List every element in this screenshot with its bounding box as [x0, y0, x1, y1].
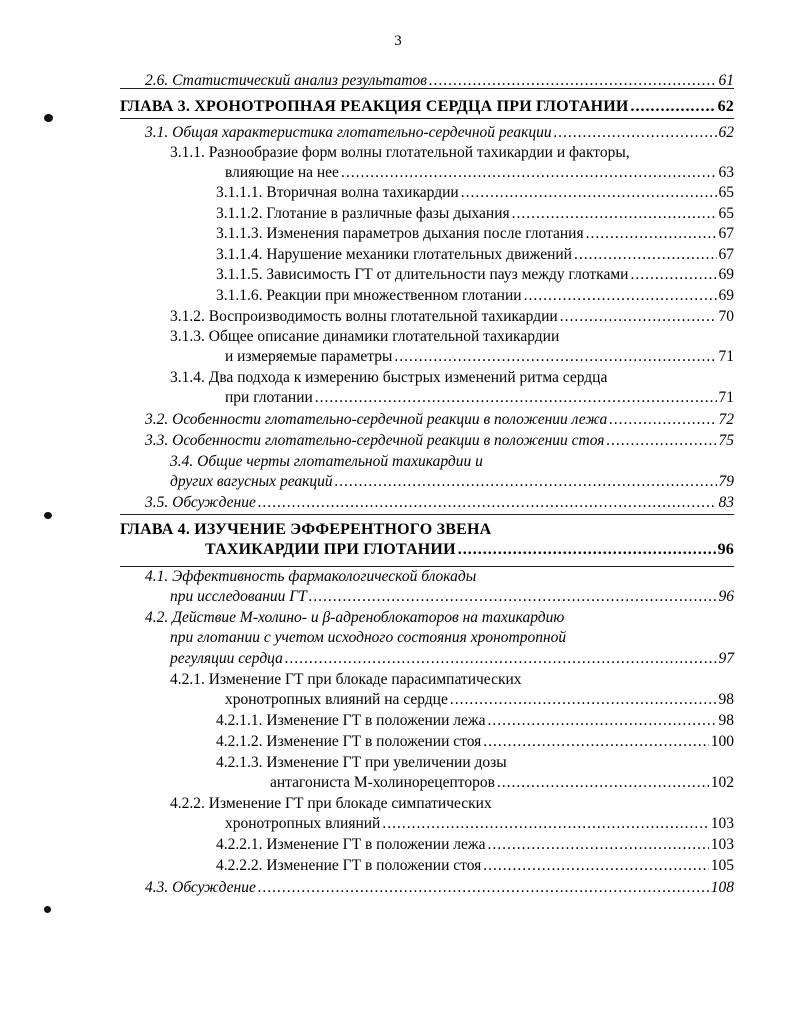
dot-leader	[483, 856, 708, 876]
toc-entry-title: и измеряемые параметры	[225, 348, 393, 365]
toc-entry-title: других вагусных реакций	[170, 473, 333, 490]
toc-entry-4-3	[145, 878, 734, 898]
toc-entry-page: 67	[718, 246, 734, 263]
toc-entry-title: 4.2.1.1. Изменение ГТ в положении лежа	[216, 712, 486, 729]
dot-leader	[574, 245, 717, 265]
toc-entry-title: 3.4. Общие черты глотательной тахикардии и	[170, 453, 483, 470]
toc-entry-page: 62	[717, 98, 734, 115]
dot-leader	[631, 97, 716, 117]
dot-leader	[586, 224, 717, 244]
toc-entry-title: при глотании с учетом исходного состояния хронотропной	[170, 629, 567, 646]
dot-leader	[335, 472, 717, 492]
toc-entry-page: 69	[718, 287, 734, 304]
dot-leader	[450, 690, 717, 710]
dot-leader	[315, 388, 717, 408]
dot-leader	[630, 265, 716, 285]
toc-entry-3-1-1-1	[216, 183, 734, 203]
toc-entry-title: при глотании	[225, 389, 313, 406]
toc-entry-page: 100	[710, 733, 734, 750]
toc-entry-title: при исследовании ГТ	[170, 588, 307, 605]
toc-entry-3-1	[145, 123, 734, 143]
toc-entry-page: 70	[718, 308, 734, 325]
toc-entry-title: 4.2.1. Изменение ГТ при блокаде парасимпатических	[170, 671, 522, 688]
toc-entry-cont	[270, 773, 734, 793]
toc-entry-3-1-1-3	[216, 224, 734, 244]
toc-entry-4-2-1	[170, 670, 734, 690]
toc-entry-cont	[225, 163, 734, 183]
toc-entry-title: 3.1.1.4. Нарушение механики глотательных движений	[216, 246, 572, 263]
page-number: 3	[394, 33, 402, 49]
toc-entry-cont	[205, 540, 734, 560]
toc-entry-title: 3.1.1.2. Глотание в различные фазы дыхания	[216, 205, 510, 222]
toc-entry-3-1-2	[170, 307, 734, 327]
toc-entry-title: 3.1.1. Разнообразие форм волны глотательной тахикардии и факторы,	[170, 144, 630, 161]
dot-leader	[341, 163, 717, 183]
toc-entry-page: 61	[718, 72, 734, 89]
toc-entry-title: хронотропных влияний	[225, 815, 381, 832]
toc-entry-title: ГЛАВА 3. ХРОНОТРОПНАЯ РЕАКЦИЯ СЕРДЦА ПРИ ГЛОТАНИИ	[120, 98, 629, 115]
dot-leader	[606, 431, 716, 451]
toc-entry-cont	[225, 388, 734, 408]
toc-entry-4-2-2-2	[216, 856, 734, 876]
toc-entry-title: 4.2.2.1. Изменение ГТ в положении лежа	[216, 836, 486, 853]
toc-entry-page: 103	[710, 815, 734, 832]
dot-leader	[394, 347, 716, 367]
toc-entry-4-2-2-1	[216, 835, 734, 855]
toc-entry-4-2-1-1	[216, 711, 734, 731]
toc-entry-title: 3.1.1.1. Вторичная волна тахикардии	[216, 184, 459, 201]
toc-entry-page: 105	[710, 857, 734, 874]
toc-entry-3-1-3	[170, 327, 734, 347]
dot-leader	[609, 410, 716, 430]
toc-entry-cont	[170, 649, 734, 669]
toc-entry-4-1	[145, 567, 734, 587]
toc-entry-title: 4.2.2.2. Изменение ГТ в положении стоя	[216, 857, 482, 874]
toc-entry-3-1-4	[170, 368, 734, 388]
toc-entry-page: 96	[718, 588, 734, 605]
toc-entry-page: 83	[718, 494, 734, 511]
toc-entry-3-1-1-6	[216, 286, 734, 306]
toc-entry-3-3	[145, 431, 734, 451]
toc-entry-3-5	[145, 493, 734, 513]
toc-entry-cont	[120, 97, 734, 117]
dot-leader	[487, 711, 716, 731]
toc-entry-2-6	[145, 71, 734, 91]
dot-leader	[285, 649, 717, 669]
toc-entry-title: влияющие на нее	[225, 164, 339, 181]
toc-entry-title: регуляции сердца	[170, 650, 283, 667]
toc-entry-page: 102	[710, 774, 734, 791]
toc-entry-page: 96	[717, 541, 734, 558]
toc-entry-3-1-1-2	[216, 204, 734, 224]
toc-entry-cont	[225, 814, 734, 834]
toc-entry-title: ТАХИКАРДИИ ПРИ ГЛОТАНИИ	[205, 541, 456, 558]
toc-entry-title: 3.1. Общая характеристика глотательно-сердечной реакции	[145, 124, 552, 141]
toc-entry-page: 108	[710, 879, 734, 896]
toc-entry-page: 67	[718, 225, 734, 242]
dot-leader	[382, 814, 708, 834]
toc-entry-4-2-2	[170, 794, 734, 814]
dot-leader	[483, 732, 708, 752]
toc-entry-4-2	[145, 608, 734, 628]
toc-entry-cont	[120, 520, 734, 540]
toc-entry-title: 4.2.1.3. Изменение ГТ при увеличении дозы	[216, 754, 507, 771]
toc-entry-title: 4.2.2. Изменение ГТ при блокаде симпатических	[170, 795, 492, 812]
toc-entry-page: 79	[718, 473, 734, 490]
toc-entry-page: 65	[718, 184, 734, 201]
toc-entry-page: 65	[718, 205, 734, 222]
toc-entry-page: 69	[718, 266, 734, 283]
toc-entry-cont	[225, 347, 734, 367]
toc-entry-cont	[225, 690, 734, 710]
dot-leader	[487, 835, 708, 855]
toc-entry-3-1-1-4	[216, 245, 734, 265]
toc-entry-page: 72	[718, 411, 734, 428]
dot-leader	[458, 540, 716, 560]
toc-entry-page: 98	[718, 691, 734, 708]
toc-entry-title: ГЛАВА 4. ИЗУЧЕНИЕ ЭФФЕРЕНТНОГО ЗВЕНА	[120, 521, 492, 538]
toc-entry-3-1-1	[170, 143, 734, 163]
toc-entry-4-2-1-2	[216, 732, 734, 752]
dot-leader	[512, 204, 717, 224]
toc-entry-page: 97	[718, 650, 734, 667]
toc-entry-cont	[170, 587, 734, 607]
dot-leader	[554, 123, 717, 143]
toc-entry-title: 3.1.1.6. Реакции при множественном глотании	[216, 287, 522, 304]
toc-entry-page: 71	[718, 348, 734, 365]
dot-leader	[497, 773, 709, 793]
toc-entry-title: 3.1.2. Воспроизводимость волны глотательной тахикардии	[170, 308, 558, 325]
toc-entry-cont	[170, 472, 734, 492]
toc-entry-title: 3.5. Обсуждение	[145, 494, 256, 511]
toc-entry-cont	[170, 628, 734, 648]
toc-entry-page: 75	[718, 432, 734, 449]
toc-entry-title: 4.2.1.2. Изменение ГТ в положении стоя	[216, 733, 482, 750]
toc-entry-title: 3.1.3. Общее описание динамики глотательной тахикардии	[170, 328, 560, 345]
toc-entry-title: 3.2. Особенности глотательно-сердечной реакции в положении лежа	[145, 411, 608, 428]
toc-entry-page: 63	[718, 164, 734, 181]
toc-entry-4-2-1-3	[216, 753, 734, 773]
toc-entry-3-1-1-5	[216, 265, 734, 285]
toc-entry-3-2	[145, 410, 734, 430]
toc-entry-title: хронотропных влияний на сердце	[225, 691, 448, 708]
dot-leader	[524, 286, 717, 306]
toc-entry-page: 98	[718, 712, 734, 729]
dot-leader	[560, 307, 717, 327]
toc-entry-3-4	[170, 452, 734, 472]
toc-entry-title: 4.2. Действие М-холино- и β-адреноблокаторов на тахикардию	[145, 609, 565, 626]
dot-leader	[309, 587, 717, 607]
toc-entry-title: 3.1.1.5. Зависимость ГТ от длительности пауз между глотками	[216, 266, 629, 283]
dot-leader	[258, 493, 717, 513]
toc-entry-page: 62	[718, 124, 734, 141]
toc-entry-page: 103	[710, 836, 734, 853]
toc-entry-title: антагониста М-холинорецепторов	[270, 774, 495, 791]
toc-entry-title: 3.1.1.3. Изменения параметров дыхания после глотания	[216, 225, 584, 242]
toc-entry-title: 2.6. Статистический анализ результатов	[145, 72, 428, 89]
toc-entry-page: 71	[718, 389, 734, 406]
dot-leader	[461, 183, 717, 203]
toc-entry-title: 3.1.4. Два подхода к измерению быстрых изменений ритма сердца	[170, 369, 608, 386]
toc-entry-title: 4.1. Эффективность фармакологической блокады	[145, 568, 477, 585]
toc-entry-title: 3.3. Особенности глотательно-сердечной реакции в положении стоя	[145, 432, 605, 449]
dot-leader	[258, 878, 709, 898]
dot-leader	[429, 71, 716, 91]
toc-entry-title: 4.3. Обсуждение	[145, 879, 256, 896]
